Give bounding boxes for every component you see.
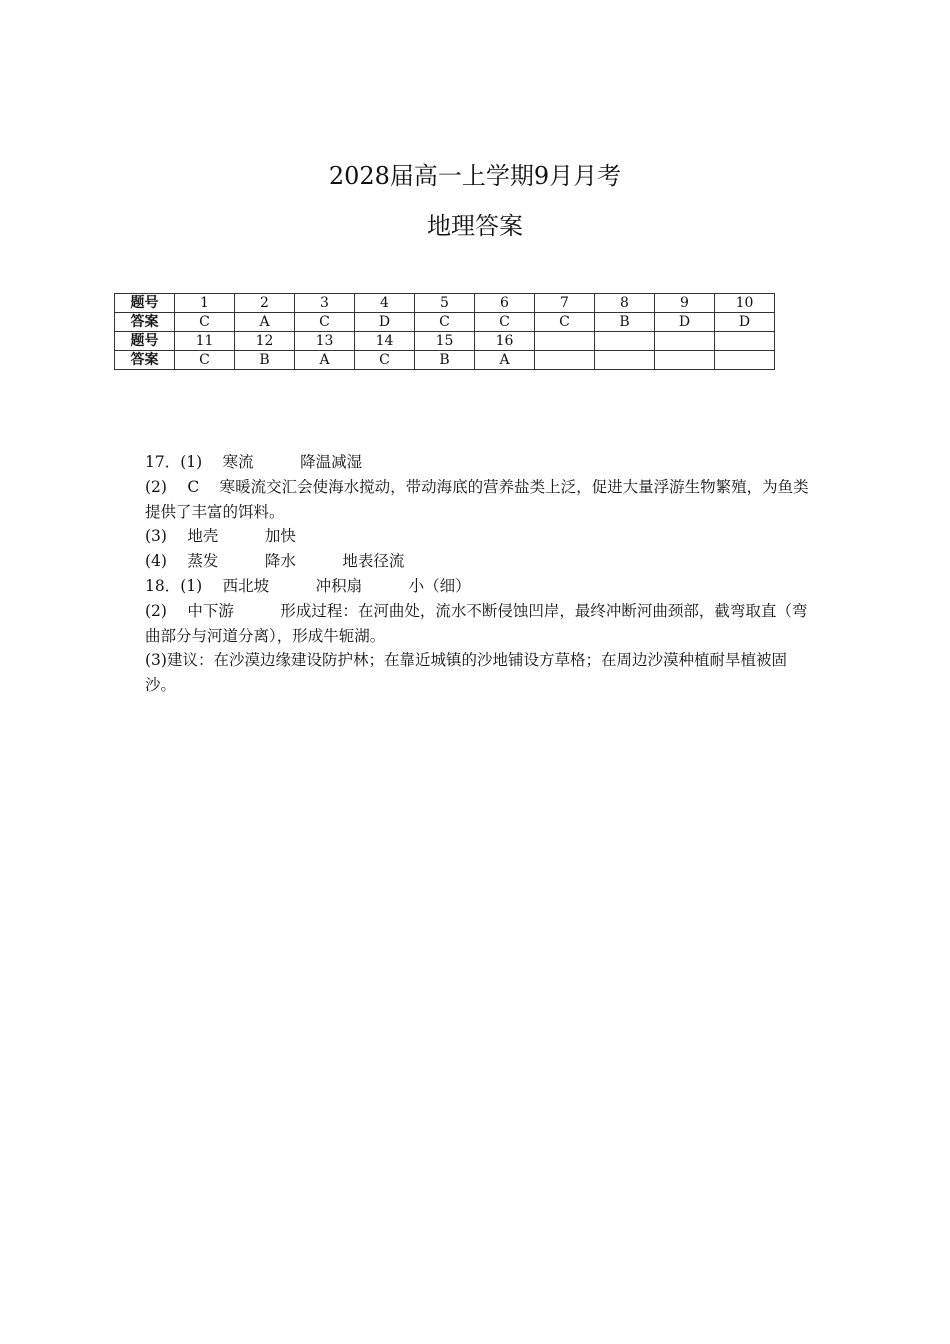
table-cell: 6 bbox=[475, 294, 535, 313]
table-cell: 9 bbox=[655, 294, 715, 313]
table-cell: 8 bbox=[595, 294, 655, 313]
table-cell: 3 bbox=[295, 294, 355, 313]
table-cell: 4 bbox=[355, 294, 415, 313]
table-row bbox=[115, 332, 775, 351]
table-cell: 7 bbox=[535, 294, 595, 313]
table-cell: C bbox=[535, 313, 595, 332]
table-cell: 14 bbox=[355, 332, 415, 351]
table-row bbox=[115, 351, 775, 370]
row-header: 答案 bbox=[115, 313, 175, 332]
table-cell bbox=[715, 332, 775, 351]
table-cell bbox=[715, 351, 775, 370]
table-row bbox=[115, 294, 775, 313]
table-cell: C bbox=[175, 351, 235, 370]
table-cell: D bbox=[655, 313, 715, 332]
table-cell bbox=[595, 351, 655, 370]
table-cell: D bbox=[715, 313, 775, 332]
answer-17-1: 17．(1) 寒流 降温减湿 bbox=[145, 453, 363, 471]
table-cell: 11 bbox=[175, 332, 235, 351]
table-cell: 15 bbox=[415, 332, 475, 351]
answer-table bbox=[114, 293, 775, 370]
document-subtitle: 地理答案 bbox=[427, 212, 523, 240]
table-cell: C bbox=[475, 313, 535, 332]
table-cell: A bbox=[235, 313, 295, 332]
table-cell bbox=[535, 351, 595, 370]
table-cell: 10 bbox=[715, 294, 775, 313]
table-cell: D bbox=[355, 313, 415, 332]
table-cell: C bbox=[295, 313, 355, 332]
answer-18-2: (2) 中下游 形成过程：在河曲处，流水不断侵蚀凹岸，最终冲断河曲颈部，截弯取直（弯曲部分与河道分离），形成牛轭湖。 bbox=[145, 601, 808, 645]
table-cell: 16 bbox=[475, 332, 535, 351]
row-header: 答案 bbox=[115, 351, 175, 370]
table-cell: A bbox=[475, 351, 535, 370]
table-cell: 12 bbox=[235, 332, 295, 351]
table-row bbox=[115, 313, 775, 332]
table-cell bbox=[595, 332, 655, 351]
table-cell bbox=[655, 351, 715, 370]
answer-18-1: 18．(1) 西北坡 冲积扇 小（细） bbox=[145, 576, 471, 595]
table-cell: A bbox=[295, 351, 355, 370]
row-header: 题号 bbox=[115, 294, 175, 313]
table-cell: B bbox=[235, 351, 295, 370]
answer-17-4: (4) 蒸发 降水 地表径流 bbox=[145, 552, 405, 571]
answer-18-3: (3)建议：在沙漠边缘建设防护林；在靠近城镇的沙地铺设方草格；在周边沙漠种植耐旱植被固沙。 bbox=[145, 651, 787, 695]
table-cell bbox=[655, 332, 715, 351]
table-cell: 1 bbox=[175, 294, 235, 313]
table-cell bbox=[535, 332, 595, 351]
table-cell: C bbox=[355, 351, 415, 370]
answer-17-2: (2) C 寒暖流交汇会使海水搅动，带动海底的营养盐类上泛，促进大量浮游生物繁殖，为鱼类提供了丰富的饵料。 bbox=[145, 477, 809, 521]
table-cell: 13 bbox=[295, 332, 355, 351]
table-cell: C bbox=[175, 313, 235, 332]
table-cell: 5 bbox=[415, 294, 475, 313]
answer-body bbox=[145, 450, 815, 698]
table-cell: B bbox=[595, 313, 655, 332]
answer-17-3: (3) 地壳 加快 bbox=[145, 527, 296, 546]
row-header: 题号 bbox=[115, 332, 175, 351]
table-cell: 2 bbox=[235, 294, 295, 313]
table-cell: C bbox=[415, 313, 475, 332]
table-cell: B bbox=[415, 351, 475, 370]
document-title: 2028届高一上学期9月月考 bbox=[328, 162, 622, 190]
